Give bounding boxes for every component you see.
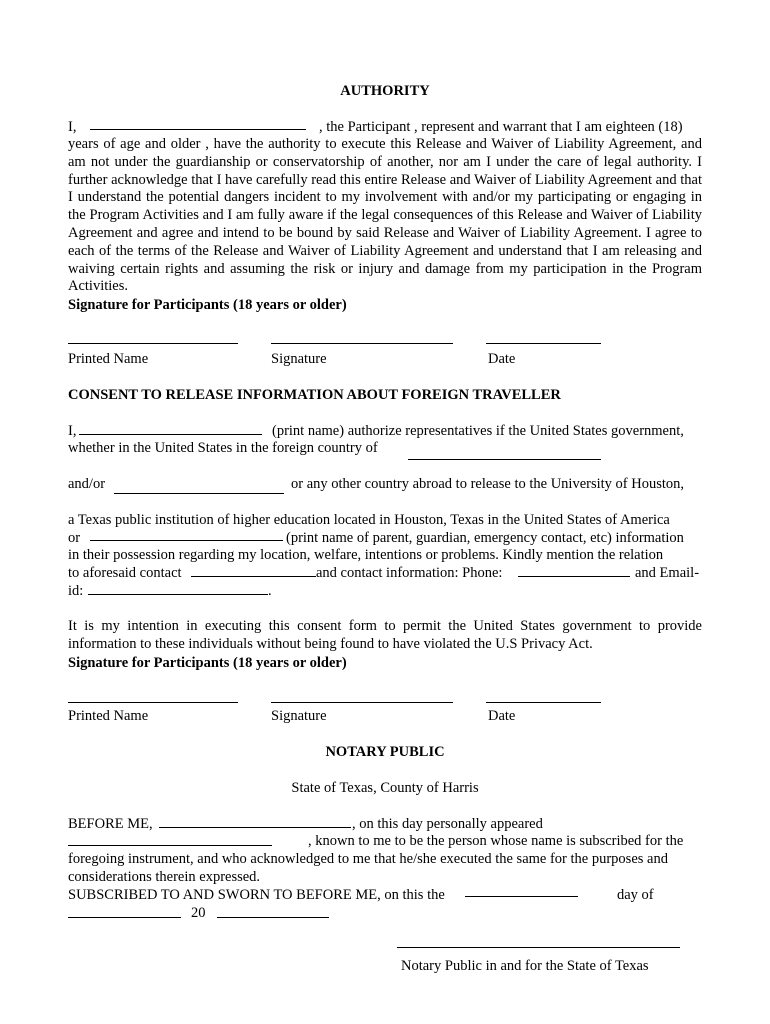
notary-appeared-text: , on this day personally appeared xyxy=(352,816,543,832)
consent-line5-text: (print name of parent, guardian, emergency contact, etc) information xyxy=(286,530,684,546)
consent-line3-text: or any other country abroad to release to the University of Houston, xyxy=(291,476,685,492)
foreign-country-line[interactable] xyxy=(408,459,601,460)
notary-month-line[interactable] xyxy=(68,917,181,918)
authority-printed-name-label: Printed Name xyxy=(68,351,149,367)
notary-public-label: Notary Public in and for the State of Texas xyxy=(401,958,649,974)
consent-line2-text: whether in the United States in the foreign country of xyxy=(68,440,378,456)
consent-intent-text: It is my intention in executing this consent form to permit the United States government to provide information to these individuals without being found to have violated the U.S Privacy Act. xyxy=(68,618,702,652)
authority-signature-heading: Signature for Participants (18 years or older) xyxy=(68,297,347,313)
consent-andor-label: and/or xyxy=(68,476,106,492)
consent-printed-name-line[interactable] xyxy=(68,702,238,703)
authority-line1-text: , the Participant , represent and warrant that I am eighteen (18) xyxy=(319,119,683,135)
consent-print-name-line[interactable] xyxy=(79,434,262,435)
consent-phone-label: and contact information: Phone: xyxy=(316,565,503,581)
notary-officer-name-line[interactable] xyxy=(159,827,351,828)
authority-signature-line[interactable] xyxy=(271,343,453,344)
authority-signature-label: Signature xyxy=(271,351,327,367)
notary-year-line[interactable] xyxy=(217,917,329,918)
notary-known-text: , known to me to be the person whose name is subscribed for the xyxy=(308,833,684,849)
notary-before-me-label: BEFORE ME, xyxy=(68,816,153,832)
consent-printed-name-label: Printed Name xyxy=(68,708,149,724)
consent-email-label: and Email- xyxy=(635,565,700,581)
notary-heading: NOTARY PUBLIC xyxy=(325,744,445,760)
consent-line1-text: (print name) authorize representatives if the United States government, xyxy=(272,423,684,439)
authority-heading: AUTHORITY xyxy=(340,83,430,99)
consent-id-label: id: xyxy=(68,583,84,599)
other-country-line[interactable] xyxy=(114,493,284,494)
notary-considerations-text: considerations therein expressed. xyxy=(68,869,261,885)
email-line[interactable] xyxy=(88,594,268,595)
consent-line4-text: a Texas public institution of higher education located in Houston, Texas in the United States of America xyxy=(68,512,670,528)
authority-body: years of age and older , have the authority to execute this Release and Waiver of Liability Agreement, and am not under the guardianship or conservatorship of another, nor am I under the care of legal authority. I further acknowledge that I have carefully read this entire Release and Waiver of Liability Agreement and that I understand the potential dangers incident to my involvement with and/or my participating or engaging in the Program Activities and I am fully aware if the legal consequences of this Release and Waiver of Liability Agreement and agree and intend to be bound by said Release and Waiver of Liability Agreement. I agree to each of the terms of the Release and Waiver of Liability Agreement and understand that I am releasing and waiving certain rights and assuming the risk or injury and damage from my participation in the Program Activities. xyxy=(68,136,702,295)
consent-signature-line[interactable] xyxy=(271,702,453,703)
consent-email-period: . xyxy=(268,583,272,599)
notary-signature-line[interactable] xyxy=(397,947,680,948)
consent-i-label: I, xyxy=(68,423,77,439)
notary-day-of-text: day of xyxy=(617,887,654,903)
notary-state-county: State of Texas, County of Harris xyxy=(291,780,479,796)
authority-i-label: I, xyxy=(68,119,77,135)
consent-date-label: Date xyxy=(488,708,516,724)
notary-foregoing-text: foregoing instrument, and who acknowledged to me that he/she executed the same for the purposes and xyxy=(68,851,668,867)
authority-date-line[interactable] xyxy=(486,343,601,344)
notary-subscribed-text: SUBSCRIBED TO AND SWORN TO BEFORE ME, on this the xyxy=(68,887,445,903)
contact-name-line[interactable] xyxy=(90,540,283,541)
consent-heading: CONSENT TO RELEASE INFORMATION ABOUT FOREIGN TRAVELLER xyxy=(68,387,561,403)
participant-name-line[interactable] xyxy=(90,129,306,130)
consent-date-line[interactable] xyxy=(486,702,601,703)
relation-line[interactable] xyxy=(191,576,316,577)
notary-year-prefix: 20 xyxy=(191,905,206,921)
consent-signature-label: Signature xyxy=(271,708,327,724)
phone-line[interactable] xyxy=(518,576,630,577)
consent-line6-text: in their possession regarding my location, welfare, intentions or problems. Kindly mention the relation xyxy=(68,547,664,563)
consent-or-label: or xyxy=(68,530,81,546)
authority-date-label: Date xyxy=(488,351,516,367)
consent-relation-label: to aforesaid contact xyxy=(68,565,182,581)
consent-signature-heading: Signature for Participants (18 years or older) xyxy=(68,655,347,671)
authority-printed-name-line[interactable] xyxy=(68,343,238,344)
notary-person-name-line[interactable] xyxy=(68,845,272,846)
notary-day-line[interactable] xyxy=(465,896,578,897)
